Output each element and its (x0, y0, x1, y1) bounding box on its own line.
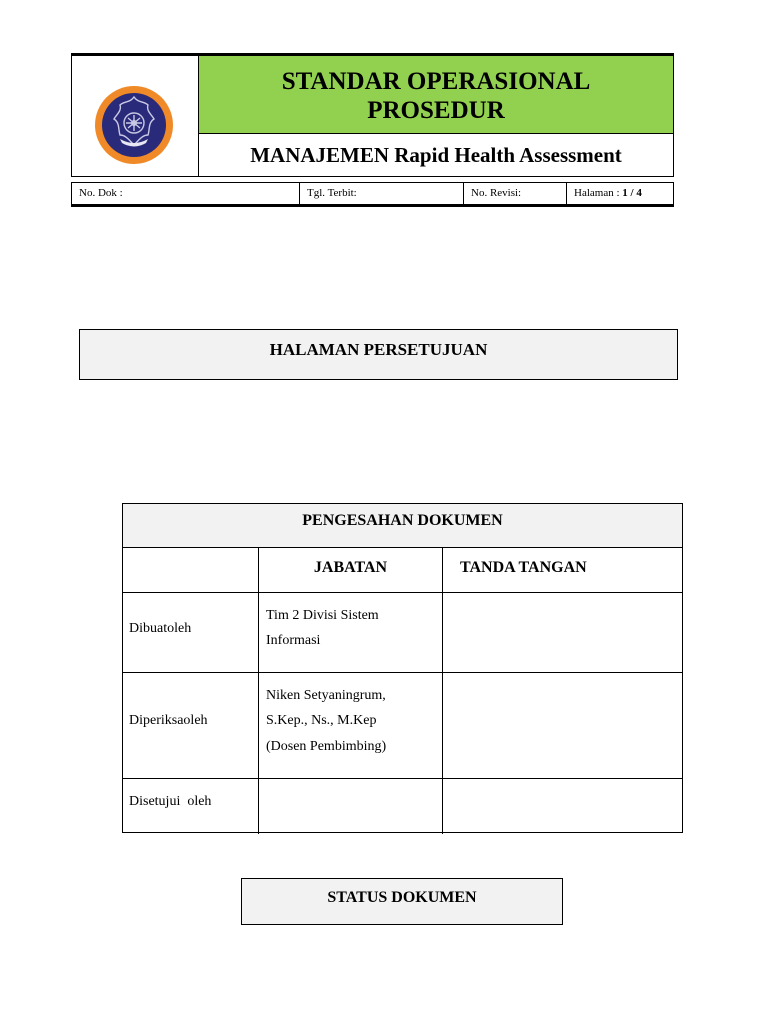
validation-header-row (123, 548, 682, 593)
document-status-heading: STATUS DOKUMEN (241, 878, 563, 925)
sop-header (71, 53, 674, 177)
no-dok-cell: No. Dok : (72, 183, 300, 204)
halaman-label: Halaman : (574, 187, 623, 199)
logo-cell (72, 56, 199, 176)
validation-table (122, 503, 683, 833)
sop-title (199, 56, 673, 134)
col-tanda-tangan-header: TANDA TANGAN (460, 559, 587, 576)
jabatan-line: Informasi (266, 633, 321, 648)
jabatan-line: Tim 2 Divisi Sistem (266, 608, 379, 623)
halaman-value: 1 / 4 (622, 187, 642, 199)
sop-title-line2: PROSEDUR (367, 97, 505, 124)
signature-cell (443, 593, 682, 672)
tgl-terbit-cell: Tgl. Terbit: (300, 183, 464, 204)
signature-cell (443, 779, 682, 834)
halaman-cell (567, 183, 673, 204)
row-label-cell (123, 779, 259, 834)
validation-table-title: PENGESAHAN DOKUMEN (123, 504, 682, 548)
jabatan-line: Niken Setyaningrum, (266, 688, 386, 703)
table-row (123, 673, 682, 779)
jabatan-line: (Dosen Pembimbing) (266, 739, 387, 754)
sop-title-line1: STANDAR OPERASIONAL (281, 68, 591, 95)
jabatan-cell (259, 779, 443, 834)
table-row (123, 779, 682, 834)
jabatan-line: S.Kep., Ns., M.Kep (266, 713, 377, 728)
row-label: Dibuatoleh (129, 621, 192, 636)
no-revisi-cell: No. Revisi: (464, 183, 567, 204)
signature-cell (443, 673, 682, 778)
row-label: Disetujui oleh (129, 794, 212, 809)
row-label: Diperiksaoleh (129, 713, 208, 728)
table-row (123, 593, 682, 673)
row-label-cell (123, 593, 259, 672)
jabatan-cell (259, 593, 443, 672)
approval-page-heading: HALAMAN PERSETUJUAN (79, 329, 678, 380)
jabatan-cell (259, 673, 443, 778)
institution-logo-icon (94, 85, 174, 165)
sop-subtitle: MANAJEMEN Rapid Health Assessment (250, 143, 622, 167)
document-meta-row (71, 182, 674, 207)
row-label-cell (123, 673, 259, 778)
col-jabatan-header: JABATAN (259, 548, 443, 592)
empty-header-cell (123, 548, 259, 592)
